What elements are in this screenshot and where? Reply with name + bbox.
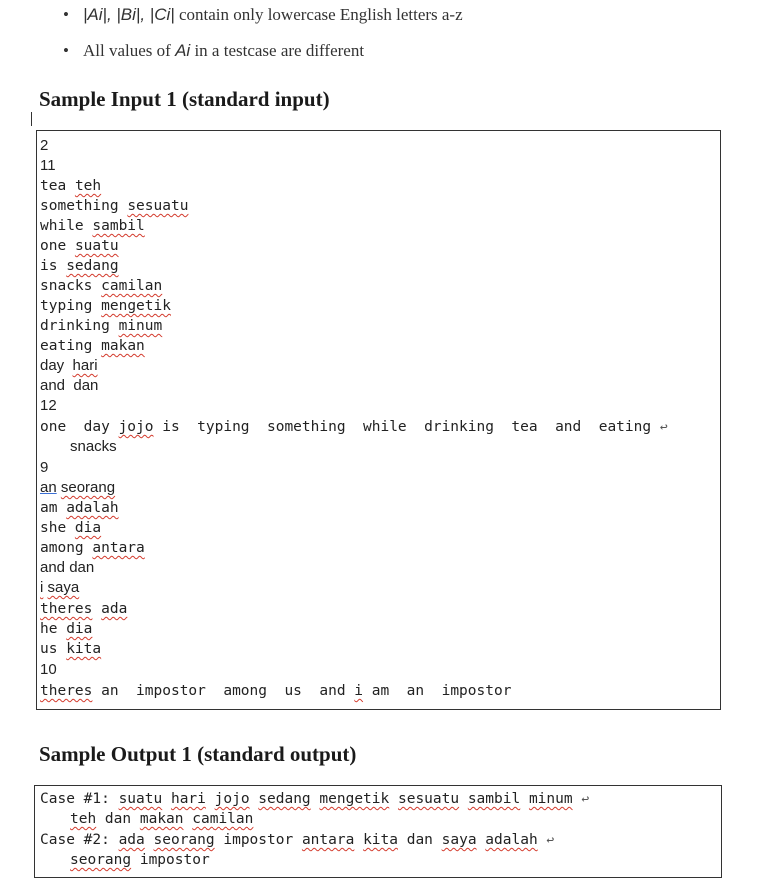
input-line: theres an impostor among us and i am an impostor xyxy=(40,683,512,699)
input-line: tea teh xyxy=(40,178,102,194)
input-line: 12 xyxy=(40,397,57,414)
input-line: an seorang xyxy=(40,479,116,496)
input-line: something sesuatu xyxy=(40,198,189,214)
input-line: while sambil xyxy=(40,218,145,234)
constraint-vars: |Ai|, |Bi|, |Ci| xyxy=(83,5,175,24)
line-wrap-icon: ↩ xyxy=(546,833,555,848)
input-line: and dan xyxy=(40,377,99,394)
input-line: 9 xyxy=(40,459,49,476)
input-line: 11 xyxy=(40,157,56,174)
input-line: one suatu xyxy=(40,238,119,254)
input-line: theres ada xyxy=(40,601,128,617)
input-line: am adalah xyxy=(40,500,119,516)
input-line: snacks camilan xyxy=(40,278,163,294)
input-line: i saya xyxy=(40,579,80,596)
output-line-continuation: seorang impostor xyxy=(70,852,210,868)
constraint-var: Ai xyxy=(175,41,191,60)
text-cursor xyxy=(31,112,32,126)
sample-output-box[interactable] xyxy=(34,785,722,878)
output-line: Case #2: ada seorang impostor antara kita dan saya adalah ↩ xyxy=(40,832,555,848)
constraint-text: contain only lowercase English letters a-z xyxy=(174,5,463,24)
output-line-continuation: teh dan makan camilan xyxy=(70,811,254,827)
input-line: he dia xyxy=(40,621,93,637)
input-line: she dia xyxy=(40,520,102,536)
sample-output-heading: Sample Output 1 (standard output) xyxy=(39,742,357,766)
constraint-text-before: All values of xyxy=(83,41,176,60)
input-line: drinking minum xyxy=(40,318,163,334)
bullet-dot: • xyxy=(63,41,69,60)
input-line: eating makan xyxy=(40,338,145,354)
input-line: and dan xyxy=(40,559,95,576)
constraint-text-after: in a testcase are different xyxy=(190,41,365,60)
input-line-continuation: snacks xyxy=(70,438,117,455)
input-line: day hari xyxy=(40,357,98,374)
sample-input-heading: Sample Input 1 (standard input) xyxy=(39,87,330,111)
output-line: Case #1: suatu hari jojo sedang mengetik sesuatu sambil minum ↩ xyxy=(40,791,590,807)
input-line: is sedang xyxy=(40,258,119,274)
input-line: typing mengetik xyxy=(40,298,171,314)
bullet-dot: • xyxy=(63,5,69,24)
line-wrap-icon: ↩ xyxy=(581,792,590,807)
input-line: one day jojo is typing something while drinking tea and eating ↩ xyxy=(40,419,668,435)
input-line: 2 xyxy=(40,137,49,154)
line-wrap-icon: ↩ xyxy=(659,420,668,435)
input-line: us kita xyxy=(40,641,102,657)
input-line: 10 xyxy=(40,661,57,678)
sample-input-box[interactable] xyxy=(36,130,721,710)
input-line: among antara xyxy=(40,540,145,556)
